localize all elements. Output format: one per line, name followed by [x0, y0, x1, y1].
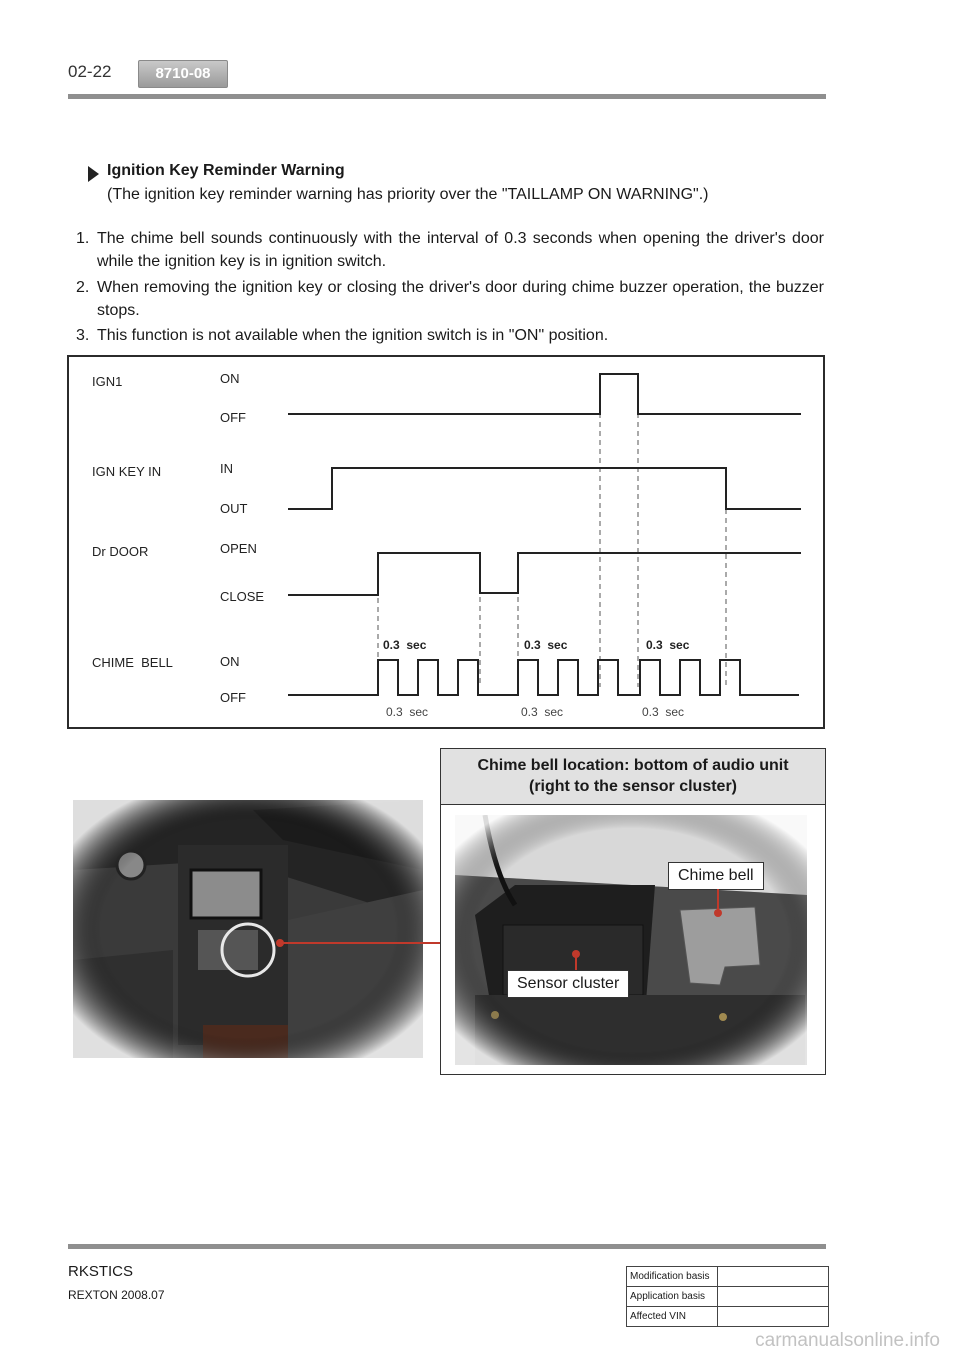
interval-label-bottom: 0.3 sec	[386, 705, 429, 719]
revision-info-table	[626, 1266, 829, 1327]
triangle-bullet-icon	[88, 166, 99, 182]
table-row	[627, 1307, 829, 1327]
callout-chime-bell: Chime bell	[668, 862, 764, 890]
footer-model: REXTON 2008.07	[68, 1288, 165, 1302]
interval-label-top: 0.3 sec	[524, 638, 568, 652]
table-row	[627, 1267, 829, 1287]
interval-label-top: 0.3 sec	[646, 638, 690, 652]
signal-name-dr-door: Dr DOOR	[92, 544, 149, 559]
list-item-number: 1.	[76, 230, 90, 247]
timing-diagram	[69, 357, 823, 727]
watermark: carmanualsonline.info	[755, 1330, 940, 1351]
table-cell-label: Application basis	[627, 1287, 718, 1307]
state-label-key-low: OUT	[220, 501, 248, 516]
section-title: Ignition Key Reminder Warning	[107, 162, 345, 179]
table-cell-value	[718, 1267, 829, 1287]
state-label-key-high: IN	[220, 461, 233, 476]
table-cell-value	[718, 1287, 829, 1307]
waveform-ign1	[288, 374, 801, 414]
state-label-chime-high: ON	[220, 654, 240, 669]
state-label-ign1-high: ON	[220, 371, 240, 386]
table-row	[627, 1287, 829, 1307]
waveform-dr-door	[288, 553, 801, 595]
callout-sensor-cluster: Sensor cluster	[507, 970, 629, 998]
list-item-number: 2.	[76, 279, 90, 296]
list-item-text: The chime bell sounds continuously with the interval of 0.3 seconds when opening the driver's door while the ignition key is in ignition switch.	[97, 230, 824, 270]
header-rule	[68, 94, 826, 99]
list-item	[76, 324, 824, 347]
interval-label-top: 0.3 sec	[383, 638, 427, 652]
signal-name-chime-bell: CHIME BELL	[92, 655, 173, 670]
table-cell-label: Affected VIN	[627, 1307, 718, 1327]
interval-label-bottom: 0.3 sec	[521, 705, 564, 719]
panel-header-line2: (right to the sensor cluster)	[528, 778, 738, 795]
chime-bell-photo	[455, 815, 807, 1065]
page-number: 02-22	[68, 62, 112, 81]
dashboard-photo	[73, 800, 423, 1058]
state-label-door-low: CLOSE	[220, 589, 265, 604]
list-item-text: This function is not available when the ignition switch is in "ON" position.	[97, 327, 609, 344]
state-label-door-high: OPEN	[220, 541, 257, 556]
panel-header-line1: Chime bell location: bottom of audio unit	[477, 757, 789, 774]
list-item	[76, 227, 824, 273]
state-label-ign1-low: OFF	[220, 410, 246, 425]
list-item	[76, 276, 824, 322]
section-note: (The ignition key reminder warning has priority over the "TAILLAMP ON WARNING".)	[107, 186, 709, 203]
list-item-number: 3.	[76, 327, 90, 344]
table-cell-value	[718, 1307, 829, 1327]
signal-name-ign1: IGN1	[92, 374, 123, 389]
doc-code-badge: 8710-08	[138, 60, 228, 88]
list-item-text: When removing the ignition key or closing the driver's door during chime buzzer operation, the buzzer stops.	[97, 279, 824, 319]
footer-brand: RKSTICS	[68, 1263, 134, 1280]
signal-name-ign-key-in: IGN KEY IN	[92, 464, 162, 479]
waveform-ign-key-in	[288, 468, 801, 509]
interval-label-bottom: 0.3 sec	[642, 705, 685, 719]
table-cell-label: Modification basis	[627, 1267, 718, 1287]
state-label-chime-low: OFF	[220, 690, 246, 705]
waveform-chime-bell	[288, 660, 799, 695]
footer-rule	[68, 1244, 826, 1249]
panel-header	[441, 749, 825, 805]
